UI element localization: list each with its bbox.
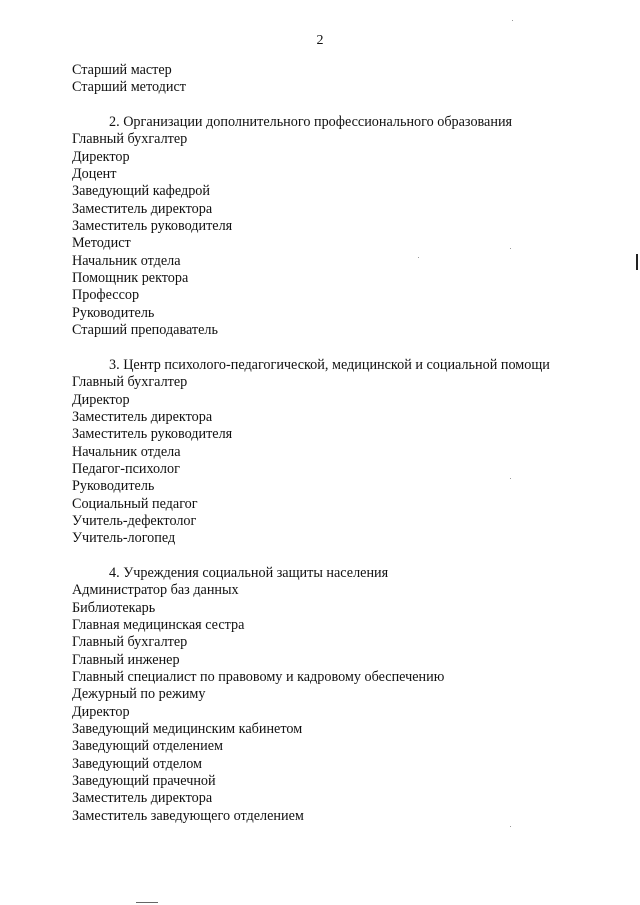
scan-speck xyxy=(418,257,419,258)
list-item: Старший мастер xyxy=(72,62,172,78)
scan-bottom-mark xyxy=(136,902,158,903)
page-number: 2 xyxy=(316,33,324,48)
scan-speck xyxy=(512,20,513,21)
section-4 xyxy=(72,565,612,825)
list-item: Доцент xyxy=(72,166,117,183)
list-item: Старший методист xyxy=(72,79,186,96)
list-item: Начальник отдела xyxy=(72,443,181,460)
section-list xyxy=(72,131,612,339)
section-heading: 2. Организации дополнительного профессионального образования xyxy=(109,114,513,131)
section-2 xyxy=(72,114,612,339)
list-item: Главный специалист по правовому и кадровому обеспечению xyxy=(72,669,445,686)
document-body xyxy=(72,62,612,825)
list-item: Руководитель xyxy=(72,478,155,495)
list-item: Помощник ректора xyxy=(72,270,189,287)
section-heading: 4. Учреждения социальной защиты населения xyxy=(109,564,389,581)
scan-edge-mark xyxy=(636,254,638,270)
section-3 xyxy=(72,357,612,548)
list-item: Руководитель xyxy=(72,304,155,321)
list-item: Заместитель директора xyxy=(72,790,213,807)
list-item: Старший преподаватель xyxy=(72,322,218,339)
list-item: Заведующий прачечной xyxy=(72,773,216,790)
list-item: Главный бухгалтер xyxy=(72,634,188,651)
section-heading: 3. Центр психолого-педагогической, медицинской и социальной помощи xyxy=(109,356,550,373)
list-item: Методист xyxy=(72,235,131,252)
list-item: Начальник отдела xyxy=(72,252,181,269)
section-list xyxy=(72,582,612,825)
list-item: Социальный педагог xyxy=(72,495,198,512)
list-item: Заведующий отделением xyxy=(72,738,223,755)
list-item: Профессор xyxy=(72,287,140,304)
list-item: Директор xyxy=(72,148,130,165)
list-item: Администратор баз данных xyxy=(72,582,239,599)
list-item: Заместитель директора xyxy=(72,200,213,217)
list-item: Учитель-дефектолог xyxy=(72,512,197,529)
list-item: Заместитель директора xyxy=(72,408,213,425)
list-item: Заместитель руководителя xyxy=(72,426,233,443)
list-item: Главный бухгалтер xyxy=(72,131,188,148)
list-item: Дежурный по режиму xyxy=(72,686,206,703)
list-item: Главный бухгалтер xyxy=(72,374,188,391)
list-item: Директор xyxy=(72,391,130,408)
list-item: Директор xyxy=(72,703,130,720)
intro-list xyxy=(72,62,612,97)
list-item: Заведующий отделом xyxy=(72,755,203,772)
list-item: Главный инженер xyxy=(72,651,180,668)
list-item: Главная медицинская сестра xyxy=(72,617,245,633)
list-item: Заведующий кафедрой xyxy=(72,183,210,200)
list-item: Заместитель руководителя xyxy=(72,218,233,235)
list-item: Педагог-психолог xyxy=(72,460,180,477)
scan-speck xyxy=(510,826,511,827)
list-item: Заведующий медицинским кабинетом xyxy=(72,721,303,738)
scan-speck xyxy=(510,248,511,249)
list-item: Заместитель заведующего отделением xyxy=(72,807,304,824)
scan-speck xyxy=(510,478,511,479)
section-list xyxy=(72,374,612,547)
list-item: Библиотекарь xyxy=(72,599,156,616)
list-item: Учитель-логопед xyxy=(72,530,176,547)
